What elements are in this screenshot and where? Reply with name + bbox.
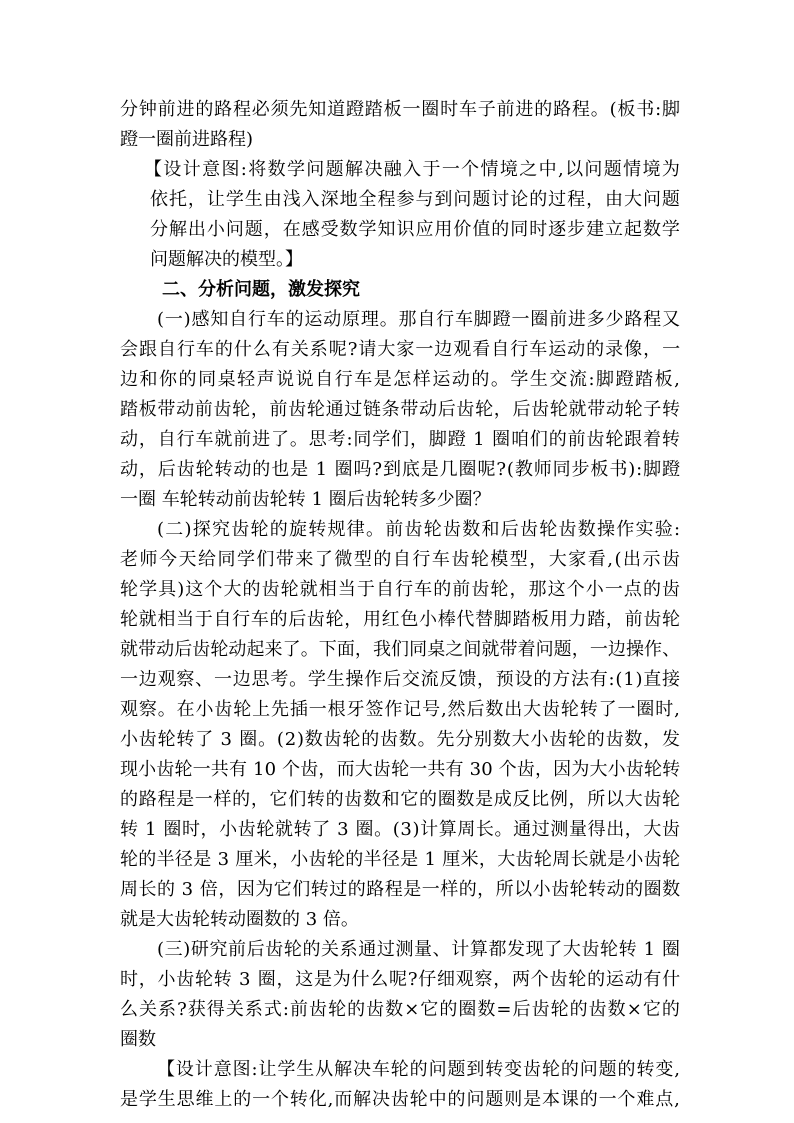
text-line: 一圈 车轮转动前齿轮转 1 圈后齿轮转多少圈？ [120,489,491,510]
section-heading: 二、分析问题，激发探究 [162,279,360,300]
text-line: 小齿轮转了 3 圈。(2)数齿轮的齿数。先分别数大小齿轮的齿数，发 [120,729,681,750]
text-line: 轮就相当于自行车的后齿轮，用红色小棒代替脚踏板用力踏，前齿轮 [120,609,681,630]
text-line: 时，小齿轮转 3 圈，这是为什么呢?仔细观察，两个齿轮的运动有什 [120,969,681,990]
text-line: 是学生思维上的一个转化,而解决齿轮中的问题则是本课的一个难点, [120,1089,681,1110]
text-line: 动，自行车就前进了。思考:同学们，脚蹬 1 圈咱们的前齿轮跟着转 [120,429,681,450]
text-line: 边和你的同桌轻声说说自行车是怎样运动的。学生交流:脚蹬踏板, [120,369,682,390]
text-line: 分解出小问题，在感受数学知识应用价值的同时逐步建立起数学 [150,219,681,240]
text-line: 就带动后齿轮动起来了。下面，我们同桌之间就带着问题，一边操作、 [120,639,681,660]
text-line: 轮的半径是 3 厘米，小齿轮的半径是 1 厘米，大齿轮周长就是小齿轮 [120,849,681,870]
text-line: 依托，让学生由浅入深地全程参与到问题讨论的过程，由大问题 [150,189,681,210]
text-line: 动，后齿轮转动的也是 1 圈吗?到底是几圈呢?(教师同步板书):脚蹬 [120,459,681,480]
text-line: 的路程是一样的，它们转的齿数和它的圈数是成反比例，所以大齿轮 [120,789,681,810]
text-line: (三)研究前后齿轮的关系通过测量、计算都发现了大齿轮转 1 圈 [157,939,681,960]
text-line: 现小齿轮一共有 10 个齿，而大齿轮一共有 30 个齿，因为大小齿轮转 [120,759,681,780]
text-line: 会跟自行车的什么有关系呢?请大家一边观看自行车运动的录像，一 [120,339,682,360]
design-intent-note: 【设计意图:将数学问题解决融入于一个情境之中,以问题情境为 [144,159,682,180]
text-line: 踏板带动前齿轮，前齿轮通过链条带动后齿轮，后齿轮就带动轮子转 [120,399,681,420]
text-line: 么关系?获得关系式:前齿轮的齿数×它的圈数=后齿轮的齿数×它的 [120,999,681,1020]
text-line: 轮学具)这个大的齿轮就相当于自行车的前齿轮，那这个小一点的齿 [120,579,682,600]
text-line: 分钟前进的路程必须先知道蹬踏板一圈时车子前进的路程。(板书:脚 [120,99,681,120]
text-line: 就是大齿轮转动圈数的 3 倍。 [120,909,359,930]
text-line: (一)感知自行车的运动原理。那自行车脚蹬一圈前进多少路程又 [157,309,681,330]
design-intent-note: 【设计意图:让学生从解决车轮的问题到转变齿轮的问题的转变, [157,1059,681,1080]
text-line: 一边观察、一边思考。学生操作后交流反馈，预设的方法有:(1)直接 [120,669,681,690]
text-line: 周长的 3 倍，因为它们转过的路程是一样的，所以小齿轮转动的圈数 [120,879,681,900]
text-line: 老师今天给同学们带来了微型的自行车齿轮模型，大家看,(出示齿 [120,549,682,570]
text-line: (二)探究齿轮的旋转规律。前齿轮齿数和后齿轮齿数操作实验: [157,519,682,540]
text-line: 蹬一圈前进路程) [120,129,254,150]
text-line: 圈数 [120,1029,156,1050]
text-line: 观察。在小齿轮上先插一根牙签作记号,然后数出大齿轮转了一圈时, [120,699,681,720]
text-line: 问题解决的模型。】 [150,249,303,270]
text-line: 转 1 圈时，小齿轮就转了 3 圈。(3)计算周长。通过测量得出，大齿 [120,819,681,840]
